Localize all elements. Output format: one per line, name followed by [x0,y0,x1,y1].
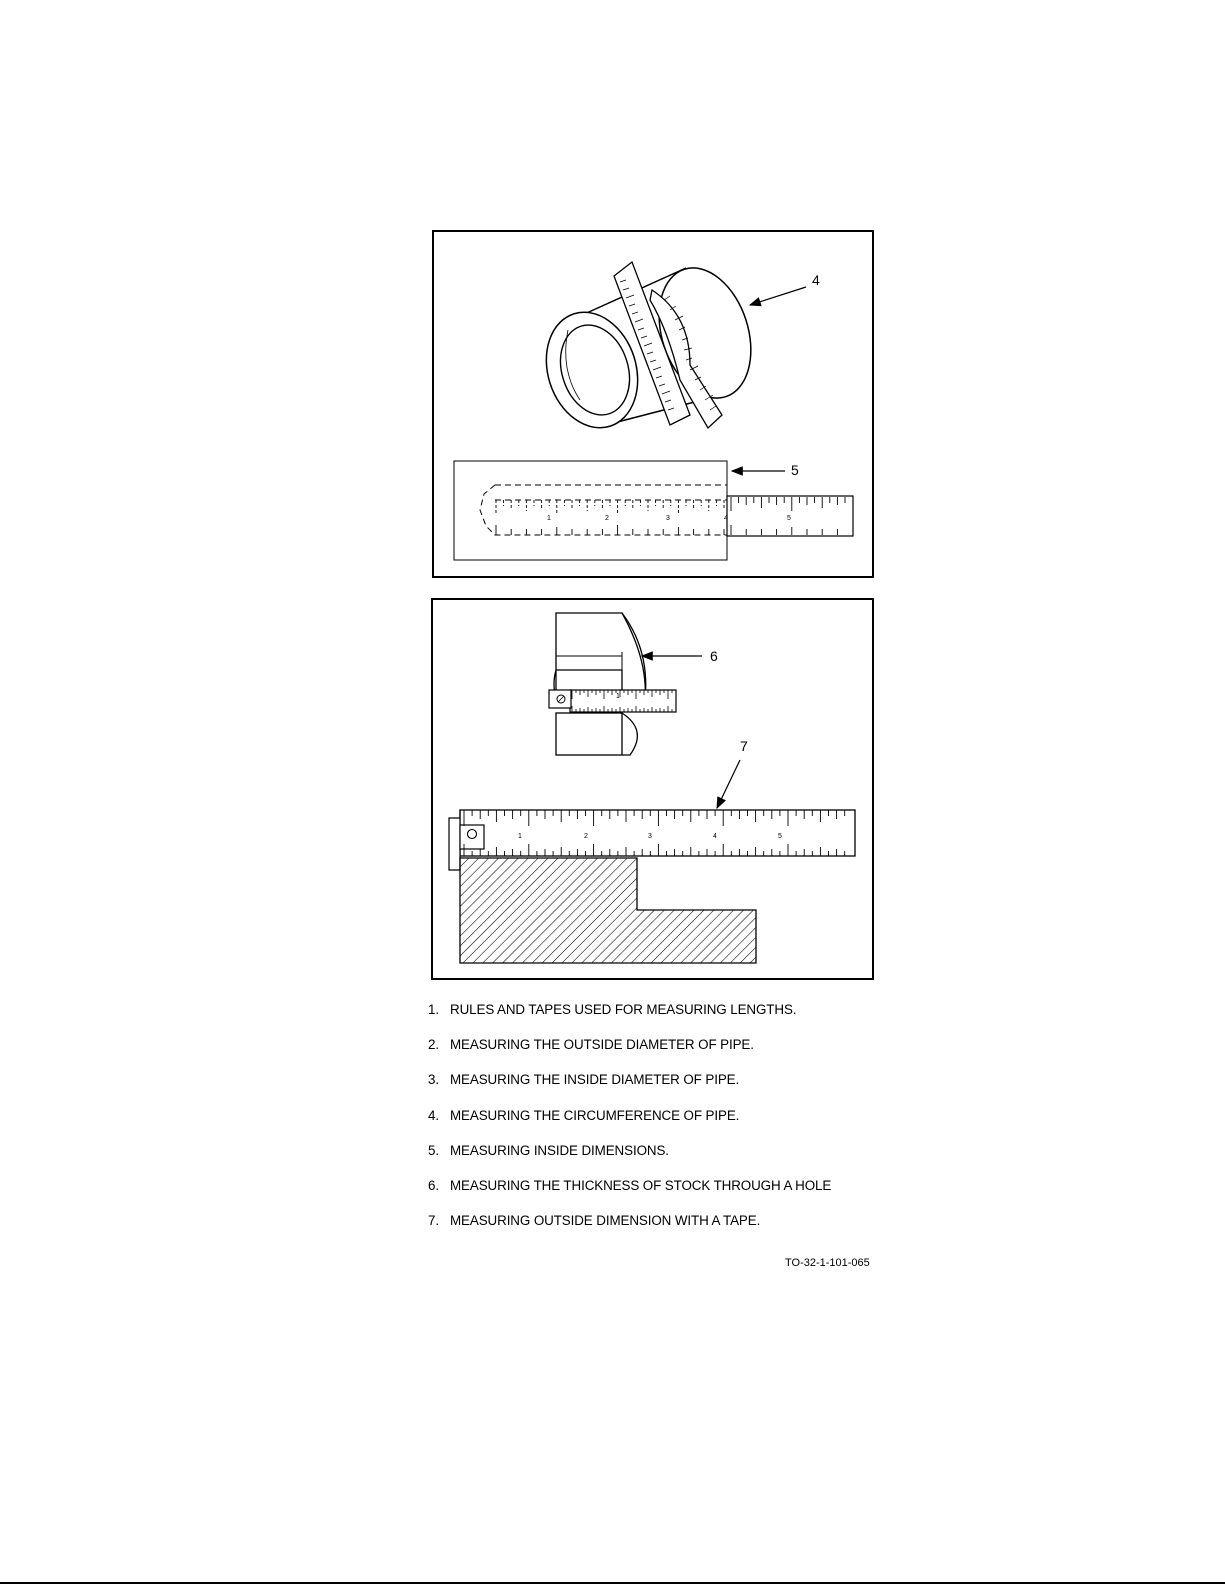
callout-number-5: 5 [791,462,799,478]
caption-number: 6. [428,1177,439,1193]
caption-list [428,1002,888,1248]
tape-number-5: 5 [778,833,782,840]
caption-item [428,1037,888,1072]
caption-text: MEASURING THE THICKNESS OF STOCK THROUGH A HOLE [450,1177,832,1193]
tape-number-4: 4 [713,833,717,840]
tape-number-2: 2 [584,833,588,840]
figure-panel-bottom [431,598,874,980]
tape-number-1: 1 [518,833,522,840]
caption-number: 4. [428,1107,439,1123]
callout-number-7: 7 [740,738,748,754]
caption-text: MEASURING INSIDE DIMENSIONS. [450,1142,669,1158]
inside-rule-number-3: 3 [666,515,670,522]
caption-text: MEASURING OUTSIDE DIMENSION WITH A TAPE. [450,1213,761,1229]
caption-number: 3. [428,1072,439,1088]
caption-item [428,1072,888,1107]
inside-rule-number-1: 1 [547,515,551,522]
caption-item [428,1143,888,1178]
caption-text: MEASURING THE CIRCUMFERENCE OF PIPE. [450,1107,740,1123]
figure-panel-top [432,230,874,578]
inside-rule-number-5: 5 [787,515,791,522]
caption-number: 7. [428,1213,439,1229]
inside-rule-number-4: 4 [724,515,728,522]
hook-rule-number-1: 1 [616,693,620,700]
inside-rule-number-2: 2 [605,515,609,522]
caption-number: 1. [428,1002,439,1017]
caption-number: 5. [428,1142,439,1158]
callout-number-6: 6 [710,648,718,664]
caption-item [428,1002,888,1037]
caption-text: MEASURING THE OUTSIDE DIAMETER OF PIPE. [450,1037,754,1053]
figure-id: TO-32-1-101-065 [785,1257,870,1269]
callout-number-4: 4 [812,272,820,288]
caption-text: RULES AND TAPES USED FOR MEASURING LENGTHS. [450,1002,797,1017]
caption-item [428,1213,888,1248]
tape-number-3: 3 [648,833,652,840]
caption-number: 2. [428,1037,439,1053]
caption-text: MEASURING THE INSIDE DIAMETER OF PIPE. [450,1072,740,1088]
caption-item [428,1178,888,1213]
page-bottom-rule [0,1582,1225,1584]
caption-item [428,1108,888,1143]
